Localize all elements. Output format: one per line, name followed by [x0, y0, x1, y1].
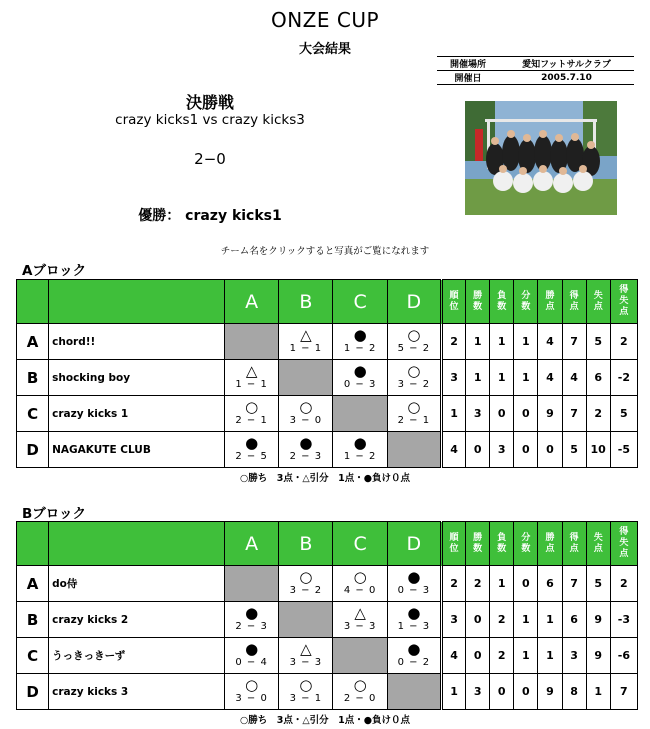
stat-header-char: 勝	[545, 290, 555, 301]
stat-column-header	[514, 280, 538, 324]
result-score: 1 − 1	[289, 343, 323, 354]
result-score: 1 − 3	[397, 621, 431, 632]
table-header-row	[17, 280, 638, 324]
final-label: 決勝戦	[185, 93, 234, 112]
stat-header-char: 点	[593, 543, 603, 554]
result-mark: ○	[353, 676, 367, 694]
self-match-cell	[333, 396, 387, 432]
stat-cell: 0	[538, 432, 562, 468]
stat-cell: 6	[586, 360, 610, 396]
stat-cell: 1	[441, 396, 465, 432]
block-b-legend: ○勝ち 3点・△引分 1点・●負け０点	[239, 715, 411, 726]
result-mark: ●	[407, 640, 421, 658]
result-mark: ●	[245, 640, 259, 658]
team-name-link[interactable]: crazy kicks 1	[49, 396, 225, 432]
stat-cell: 3	[441, 602, 465, 638]
match-result-cell	[333, 602, 387, 638]
stat-cell: 0	[514, 566, 538, 602]
self-match-cell	[387, 674, 441, 710]
self-match-cell	[224, 566, 278, 602]
stat-header-char: 位	[449, 543, 459, 554]
result-score: 3 − 3	[343, 621, 377, 632]
opponent-column-header: D	[387, 280, 441, 324]
stat-cell: 9	[538, 396, 562, 432]
stat-header-char: 得	[619, 527, 629, 537]
date-value: 2005.7.10	[499, 71, 634, 85]
stat-cell: -2	[610, 360, 637, 396]
stat-cell: 1	[514, 324, 538, 360]
match-result-cell	[333, 360, 387, 396]
stat-header-char: 失	[619, 296, 629, 306]
match-result-cell	[224, 638, 278, 674]
stat-header-char: 数	[497, 543, 507, 554]
match-result-cell	[279, 638, 333, 674]
team-photo	[465, 101, 617, 215]
stat-cell: 2	[441, 324, 465, 360]
result-score: 3 − 3	[289, 657, 323, 668]
result-mark: ○	[407, 398, 421, 416]
stat-cell: 6	[538, 566, 562, 602]
table-header-row	[17, 522, 638, 566]
page-subtitle: 大会結果	[298, 42, 351, 57]
stat-cell: 2	[441, 566, 465, 602]
result-score: 2 − 1	[397, 415, 431, 426]
stat-cell: 10	[586, 432, 610, 468]
match-result-cell	[387, 324, 441, 360]
self-match-cell	[333, 638, 387, 674]
result-mark: ○	[245, 676, 259, 694]
result-score: 2 − 5	[235, 451, 268, 462]
match-result-cell	[224, 360, 278, 396]
opponent-column-header: A	[224, 522, 278, 566]
stat-column-header	[586, 522, 610, 566]
self-match-cell	[279, 602, 333, 638]
stat-cell: 2	[610, 324, 637, 360]
result-mark: ●	[245, 604, 259, 622]
stat-header-char: 勝	[545, 532, 555, 543]
row-key: B	[17, 360, 49, 396]
click-note: チーム名をクリックすると写真がご覧になれます	[220, 246, 430, 257]
match-result-cell	[279, 324, 333, 360]
page-title: ONZE CUP	[270, 8, 380, 32]
match-result-cell	[387, 396, 441, 432]
stat-header-char: 失	[593, 532, 603, 543]
stat-cell: 1	[538, 638, 562, 674]
result-mark: △	[300, 326, 312, 344]
venue-key: 開催場所	[437, 57, 499, 71]
stat-cell: 7	[562, 324, 586, 360]
match-result-cell	[279, 566, 333, 602]
table-row	[17, 324, 638, 360]
stat-column-header	[514, 522, 538, 566]
stat-header-char: 点	[569, 301, 579, 312]
result-score: 1 − 1	[235, 379, 268, 390]
table-row	[17, 360, 638, 396]
result-mark: △	[245, 362, 258, 380]
stat-column-header	[466, 522, 490, 566]
stat-cell: 4	[441, 432, 465, 468]
stat-cell: 5	[586, 324, 610, 360]
stat-cell: 2	[466, 566, 490, 602]
result-score: 0 − 4	[235, 657, 268, 668]
result-mark: △	[354, 604, 366, 622]
stat-header-char: 分	[521, 290, 531, 301]
block-b-label: Bブロック	[22, 506, 87, 522]
result-mark: △	[300, 640, 312, 658]
opponent-column-header: C	[333, 522, 387, 566]
stat-header-char: 順	[449, 532, 459, 543]
match-result-cell	[387, 638, 441, 674]
venue-value: 愛知フットサルクラブ	[499, 57, 634, 71]
result-score: 5 − 2	[397, 343, 431, 354]
result-score: 3 − 0	[289, 415, 323, 426]
result-score: 3 − 2	[397, 379, 431, 390]
stat-cell: 4	[538, 360, 562, 396]
result-mark: ○	[299, 676, 313, 694]
stat-cell: 1	[490, 566, 514, 602]
block-a-table	[16, 279, 638, 468]
block-a-label: Aブロック	[22, 263, 87, 279]
stat-column-header	[490, 522, 514, 566]
team-name-link[interactable]: うっきっきーず	[49, 638, 225, 674]
stat-header-char: 点	[619, 549, 629, 559]
stat-cell: 5	[562, 432, 586, 468]
match-result-cell	[387, 360, 441, 396]
stat-cell: 1	[441, 674, 465, 710]
stat-cell: 1	[538, 602, 562, 638]
stat-cell: 3	[466, 396, 490, 432]
self-match-cell	[224, 324, 278, 360]
stat-cell: 6	[562, 602, 586, 638]
stat-header-char: 数	[473, 301, 483, 312]
stat-cell: 0	[490, 396, 514, 432]
opponent-column-header: D	[387, 522, 441, 566]
result-score: 0 − 2	[397, 657, 431, 668]
row-key: A	[17, 324, 49, 360]
stat-header-char: 得	[619, 285, 629, 295]
stat-column-header	[466, 280, 490, 324]
self-match-cell	[387, 432, 441, 468]
stat-column-header	[441, 522, 465, 566]
match-result-cell	[279, 674, 333, 710]
stat-cell: 4	[538, 324, 562, 360]
stat-cell: 7	[562, 566, 586, 602]
match-result-cell	[387, 566, 441, 602]
stat-column-header	[610, 522, 637, 566]
result-score: 2 − 1	[235, 415, 268, 426]
stat-cell: 9	[586, 638, 610, 674]
stat-cell: 1	[490, 360, 514, 396]
stat-header-char: 数	[497, 301, 507, 312]
stat-cell: 1	[514, 360, 538, 396]
match-result-cell	[224, 396, 278, 432]
final-score: 2−0	[194, 150, 226, 168]
stat-cell: 0	[514, 432, 538, 468]
stat-header-char: 負	[497, 290, 507, 301]
result-mark: ●	[245, 434, 259, 452]
stat-header-char: 分	[521, 532, 531, 543]
date-key: 開催日	[437, 71, 499, 85]
table-row	[17, 602, 638, 638]
stat-header-char: 数	[521, 543, 531, 554]
result-mark: ●	[299, 434, 313, 452]
match-result-cell	[224, 432, 278, 468]
stat-header-char: 点	[545, 543, 555, 554]
result-mark: ○	[299, 568, 313, 586]
match-result-cell	[333, 432, 387, 468]
stat-cell: 9	[538, 674, 562, 710]
stat-header-char: 位	[449, 301, 459, 312]
match-result-cell	[279, 432, 333, 468]
result-mark: ●	[407, 604, 421, 622]
result-score: 3 − 1	[289, 693, 323, 704]
result-mark: ○	[407, 326, 421, 344]
stat-cell: 1	[466, 324, 490, 360]
match-result-cell	[279, 396, 333, 432]
table-row	[17, 396, 638, 432]
stat-header-char: 勝	[473, 290, 483, 301]
header-corner	[17, 280, 49, 324]
stat-cell: 7	[562, 396, 586, 432]
stat-column-header	[490, 280, 514, 324]
opponent-column-header: A	[224, 280, 278, 324]
stat-cell: 1	[466, 360, 490, 396]
result-score: 2 − 3	[235, 621, 268, 632]
stat-cell: 0	[490, 674, 514, 710]
result-mark: ●	[353, 434, 367, 452]
match-result-cell	[224, 602, 278, 638]
row-key: C	[17, 638, 49, 674]
stat-cell: 3	[466, 674, 490, 710]
result-score: 1 − 2	[343, 343, 377, 354]
event-info-table	[437, 56, 634, 85]
block-a-legend: ○勝ち 3点・△引分 1点・●負け０点	[239, 473, 411, 484]
team-name-link[interactable]: chord!!	[49, 324, 225, 360]
opponent-column-header: C	[333, 280, 387, 324]
header-corner	[49, 280, 225, 324]
result-mark: ●	[407, 568, 421, 586]
result-mark: ●	[353, 326, 367, 344]
result-score: 1 − 2	[343, 451, 377, 462]
match-result-cell	[333, 324, 387, 360]
stat-header-char: 点	[593, 301, 603, 312]
opponent-column-header: B	[279, 522, 333, 566]
stat-header-char: 点	[545, 301, 555, 312]
stat-header-char: 数	[521, 301, 531, 312]
stat-cell: 3	[441, 360, 465, 396]
stat-cell: 9	[586, 602, 610, 638]
row-key: C	[17, 396, 49, 432]
result-mark: ○	[299, 398, 313, 416]
result-mark: ○	[407, 362, 421, 380]
stat-header-char: 得	[569, 290, 579, 301]
team-name-link[interactable]: shocking boy	[49, 360, 225, 396]
team-name-link[interactable]: NAGAKUTE CLUB	[49, 432, 225, 468]
stat-cell: 4	[441, 638, 465, 674]
match-result-cell	[224, 674, 278, 710]
result-score: 4 − 0	[343, 585, 377, 596]
stat-cell: 1	[514, 638, 538, 674]
stat-cell: 1	[490, 324, 514, 360]
stat-cell: 5	[586, 566, 610, 602]
stat-header-char: 数	[473, 543, 483, 554]
stat-header-char: 失	[619, 538, 629, 548]
stat-column-header	[441, 280, 465, 324]
block-b-table	[16, 521, 638, 710]
result-mark: ○	[353, 568, 367, 586]
stat-header-char: 得	[569, 532, 579, 543]
stat-cell: 8	[562, 674, 586, 710]
stat-cell: 2	[610, 566, 637, 602]
table-row	[17, 566, 638, 602]
stat-cell: -3	[610, 602, 637, 638]
result-mark: ●	[353, 362, 367, 380]
stat-cell: 3	[490, 432, 514, 468]
opponent-column-header: B	[279, 280, 333, 324]
stat-header-char: 点	[569, 543, 579, 554]
table-row	[17, 638, 638, 674]
stat-header-char: 勝	[473, 532, 483, 543]
stat-cell: 5	[610, 396, 637, 432]
stat-cell: 2	[490, 638, 514, 674]
stat-header-char: 失	[593, 290, 603, 301]
stat-column-header	[610, 280, 637, 324]
self-match-cell	[279, 360, 333, 396]
result-score: 0 − 3	[343, 379, 377, 390]
stat-cell: 1	[586, 674, 610, 710]
result-score: 0 − 3	[397, 585, 431, 596]
team-name-link[interactable]: crazy kicks 3	[49, 674, 225, 710]
stat-cell: 0	[466, 432, 490, 468]
stat-cell: -6	[610, 638, 637, 674]
match-result-cell	[333, 674, 387, 710]
row-key: D	[17, 432, 49, 468]
final-teams: crazy kicks1 vs crazy kicks3	[115, 112, 305, 128]
stat-column-header	[586, 280, 610, 324]
stat-cell: 7	[610, 674, 637, 710]
team-name-link[interactable]: do侍	[49, 566, 225, 602]
stat-cell: 2	[586, 396, 610, 432]
stat-cell: 0	[514, 674, 538, 710]
match-result-cell	[333, 566, 387, 602]
header-corner	[17, 522, 49, 566]
stat-column-header	[538, 280, 562, 324]
stat-cell: 1	[514, 602, 538, 638]
stat-column-header	[538, 522, 562, 566]
stat-header-char: 負	[497, 532, 507, 543]
match-result-cell	[387, 602, 441, 638]
result-score: 3 − 0	[235, 693, 268, 704]
stat-cell: 4	[562, 360, 586, 396]
result-mark: ○	[245, 398, 259, 416]
stat-cell: 0	[466, 602, 490, 638]
stat-cell: -5	[610, 432, 637, 468]
row-key: A	[17, 566, 49, 602]
stat-header-char: 順	[449, 290, 459, 301]
stat-column-header	[562, 522, 586, 566]
stat-cell: 0	[514, 396, 538, 432]
result-score: 2 − 0	[343, 693, 377, 704]
stat-column-header	[562, 280, 586, 324]
stat-cell: 0	[466, 638, 490, 674]
result-score: 3 − 2	[289, 585, 323, 596]
header-corner	[49, 522, 225, 566]
table-row	[17, 432, 638, 468]
stat-cell: 2	[490, 602, 514, 638]
result-score: 2 − 3	[289, 451, 323, 462]
table-row	[17, 674, 638, 710]
stat-header-char: 点	[619, 307, 629, 317]
stat-cell: 3	[562, 638, 586, 674]
champion-text: 優勝： crazy kicks1	[138, 208, 282, 224]
row-key: B	[17, 602, 49, 638]
team-name-link[interactable]: crazy kicks 2	[49, 602, 225, 638]
row-key: D	[17, 674, 49, 710]
